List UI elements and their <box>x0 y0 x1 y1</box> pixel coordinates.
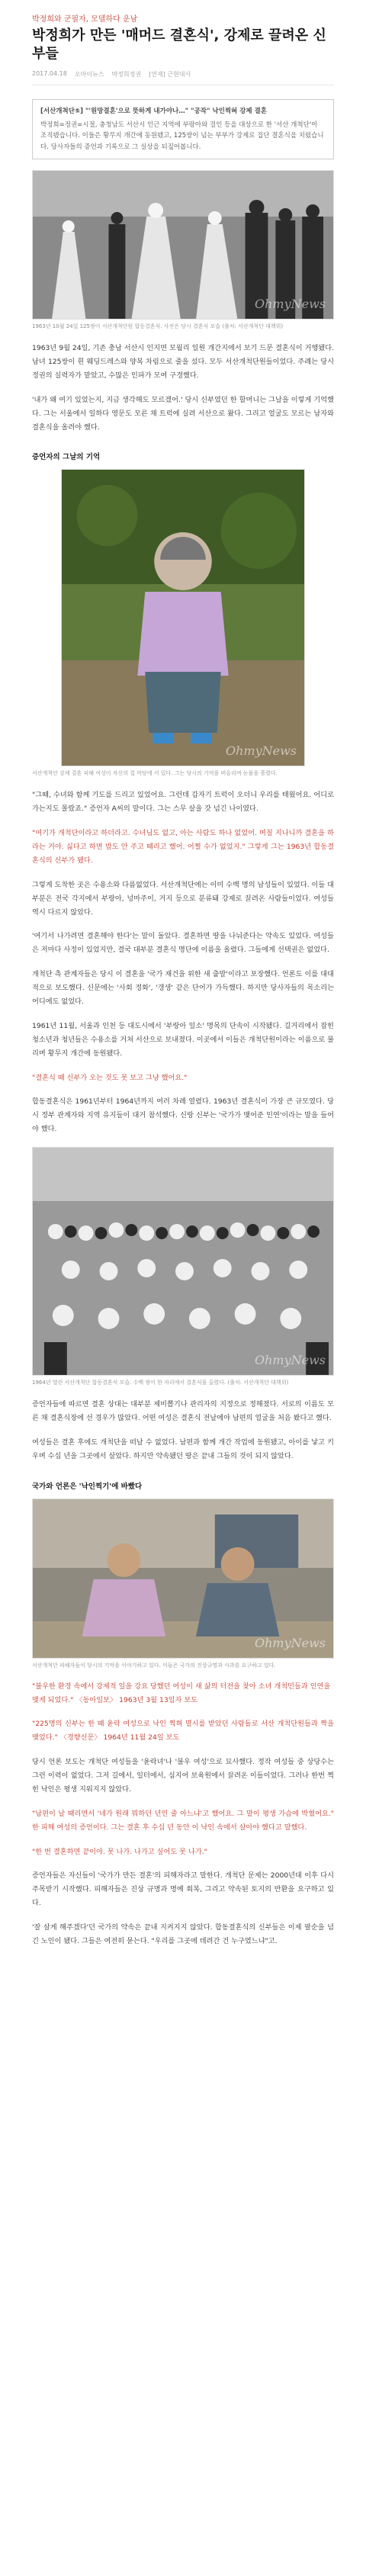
highlight-quote: "불우한 환경 속에서 강제적 일을 강요 당했던 여성이 새 삶의 터전을 찾아 소녀 개척민들과 인연을 맺게 되었다." 〈동아일보〉 1963년 3월 13일자 보도 <box>32 1682 331 1704</box>
body-paragraph: '여기서 나가려면 결혼해야 한다'는 말이 돌았다. 결혼하면 땅을 나눠준다는 약속도 있었다. 여성들은 저마다 사정이 있었지만, 결국 대부분 결혼식 명단에 이름을 올렸다. 그들에게 선택권은 없었다. <box>32 932 334 955</box>
photo-caption: 1964년 열린 서산개척단 합동결혼식 모습. 수백 쌍이 한 자리에서 결혼식을 올렸다. (출처: 서산개척단 대책위) <box>32 1380 289 1386</box>
section-subhead: 증언자의 그날의 기억 <box>32 453 101 462</box>
photo-caption: 서산개척단 강제 결혼 피해 여성이 자신의 집 마당에 서 있다. 그는 당시의 기억을 떠올리며 눈물을 흘렸다. <box>32 770 278 777</box>
body-paragraph: 합동결혼식은 1961년부터 1964년까지 여러 차례 열렸다. 1963년 결혼식이 가장 큰 규모였다. 당시 정부 관계자와 지역 유지들이 대거 참석했다. 신랑 신부는 '국가가 맺어준 인연'이라는 말을 들어야 했다. <box>32 1097 334 1134</box>
body-paragraph: "그때, 수녀와 함께 기도를 드리고 있었어요. 그런데 갑자기 트럭이 오더니 우리를 태웠어요. 어디로 가는지도 몰랐죠." 증언자 A씨의 말이다. 그는 스무 살을 갓 넘긴 나이였다. <box>32 790 334 813</box>
meta-tag[interactable]: 박정희정권 <box>111 70 142 78</box>
body-paragraph: 1961년 11월, 서울과 인천 등 대도시에서 '부랑아 일소' 명목의 단속이 시작됐다. 길거리에서 잡힌 청소년과 청년들은 수용소를 거쳐 서산으로 보내졌다. 이곳에서 이들은 개척단원이라는 이름으로 불리며 황무지 개간에 동원됐다. <box>32 1022 335 1058</box>
intro-text: 박정희=정권=시절, 충청남도 서산시 인근 지역에 부랑아와 걸인 등을 대상으로 한 '서산 개척단'이 조직됐습니다. 이들은 황무지 개간에 동원됐고, 125쌍이 넘는 부부가 강제로 집단 결혼식을 치렀습니다. 당사자들의 증언과 기록으로 그 실상을 되짚어봅니다. <box>40 121 324 151</box>
body-paragraph: 증언자들은 자신들이 '국가가 만든 결혼'의 피해자라고 말한다. 개척단 문제는 2000년대 이후 다시 주목받기 시작했다. 피해자들은 진상 규명과 명예 회복, 그리고 약속된 토지의 반환을 요구하고 있다. <box>32 1871 334 1907</box>
body-paragraph: 증언자들에 따르면 결혼 상대는 대부분 제비뽑기나 관리자의 지정으로 정해졌다. 서로의 이름도 모른 채 결혼식장에 선 경우가 많았다. 어떤 여성은 결혼식 전날에야 남편의 얼굴을 처음 봤다고 했다. <box>32 1399 334 1422</box>
body-paragraph: 여성들은 결혼 후에도 개척단을 떠날 수 없었다. 남편과 함께 개간 작업에 동원됐고, 아이를 낳고 키우며 수십 년을 그곳에서 살았다. 하지만 약속됐던 땅은 끝내 그들의 것이 되지 않았다. <box>32 1437 334 1460</box>
photo-caption: 서산개척단 피해자들이 당시의 기억을 이야기하고 있다. 이들은 국가의 진상규명과 사과를 요구하고 있다. <box>32 1662 276 1669</box>
photo-caption: 1963년 10월 24일 125쌍이 서산개척단원 합동결혼식. 사진은 당시 결혼식 모습 (출처: 서산개척단 대책위) <box>32 323 284 330</box>
highlight-quote: "결혼식 때 신부가 오는 것도 못 보고 그냥 했어요." <box>32 1073 188 1082</box>
summary-box <box>32 99 334 160</box>
watermark: OhmyNews <box>254 1635 326 1650</box>
body-paragraph: 개척단 측 관계자들은 당시 이 결혼을 '국가 재건을 위한 새 출발'이라고 포장했다. 언론도 이를 대대적으로 보도했다. 신문에는 '사회 정화', '갱생' 같은 단어가 가득했다. 하지만 당사자들의 목소리는 어디에도 없었다. <box>32 970 334 1007</box>
body-paragraph: 그렇게 도착한 곳은 수용소와 다름없었다. 서산개척단에는 이미 수백 명의 남성들이 있었다. 이들 대부분은 전국 각지에서 부랑아, 넝마주이, 거지 등으로 분류돼 강제로 끌려온 사람들이었다. 여성들 역시 다르지 않았다. <box>32 880 334 917</box>
watermark: OhmyNews <box>254 297 326 312</box>
watermark: OhmyNews <box>254 1353 326 1368</box>
body-paragraph: 1963년 9월 24일, 기존 충남 서산시 인지면 모월리 일원 개간지에서 보기 드문 결혼식이 거행됐다. 남녀 125쌍이 흰 웨딩드레스와 양복 차림으로 줄을 섰다. 모두 서산개척단원들이었다. 주례는 당시 정권의 실력자가 맡았고, 수많은 인파가 모여 구경했다. <box>32 343 334 380</box>
wedding-photo-2 <box>32 1147 334 1376</box>
watermark: OhmyNews <box>225 744 297 759</box>
publish-date: 2017.04.18 <box>32 69 67 77</box>
interview-photo-image <box>33 1499 333 1659</box>
headline: 박정희가 만든 '매머드 결혼식', 강제로 끌려온 신부들 <box>32 27 326 63</box>
section-label[interactable]: 박정희와 군필자, 모델하다 운남 <box>32 15 138 24</box>
woman-photo <box>61 469 305 766</box>
quote-paragraph: "여기가 개척단이라고 하더라고. 수녀님도 없고, 아는 사람도 하나 없었어. 며칠 지나니까 결혼을 하라는 거야. 싫다고 하면 밥도 안 주고 때리고 했어. 어쩔 수가 없었지." 그렇게 그는 1963년 합동결혼식의 신부가 됐다. <box>32 828 334 865</box>
body-paragraph: 당시 언론 보도는 개척단 여성들을 '윤락녀'나 '불우 여성'으로 묘사했다. 정작 여성들 중 상당수는 그런 이력이 없었다. 그저 길에서, 일터에서, 심지어 보육원에서 끌려온 이들이었다. 그러나 한번 찍힌 낙인은 평생 지워지지 않았다. <box>32 1757 334 1794</box>
wedding-photo-1 <box>32 170 334 320</box>
subtitle-line: [서산개척단⑤] "'원망결혼'으로 뜻하게 내가야나…" "공작" 낙인찍혀 강제 결혼 <box>40 107 268 115</box>
wedding-photo-2-image <box>33 1148 333 1376</box>
section-subhead: 국가와 언론은 '낙인찍기'에 바빴다 <box>32 1482 143 1491</box>
meta-tag[interactable]: [연재] 근현대사 <box>149 70 191 78</box>
article-meta <box>32 64 334 85</box>
quote-paragraph: "남편이 날 때리면서 '네가 원래 뭐하던 년인 줄 아느냐'고 했어요. 그 말이 평생 가슴에 박혔어요." 한 피해 여성의 증언이다. 그는 결혼 후 수십 년 동안 이 낙인 속에서 살아야 했다고 말했다. <box>32 1809 334 1832</box>
meta-tag[interactable]: 오마이뉴스 <box>74 70 104 78</box>
body-paragraph: '잘 살게 해주겠다'던 국가의 약속은 끝내 지켜지지 않았다. 합동결혼식의 신부들은 이제 팔순을 넘긴 노인이 됐다. 그들은 여전히 묻는다. "우리를 그곳에 데려간 건 누구였느냐"고. <box>32 1922 334 1945</box>
interview-photo <box>32 1498 334 1659</box>
quote-paragraph: "225명의 신부는 한 때 윤락 여성으로 낙인 찍혀 멸시를 받았던 사람들로 서산 개척단원들과 짝을 맺었다." 〈경향신문〉 1964년 11월 24일 보도 <box>32 1719 334 1742</box>
body-paragraph: '내가 왜 여기 있었는지, 지금 생각해도 모르겠어.' 당시 신부였던 한 할머니는 그날을 이렇게 기억했다. 그는 서울에서 일하다 영문도 모른 채 트럭에 실려 서산으로 왔다. 그리고 얼굴도 모르는 남자와 결혼식을 올려야 했다. <box>32 395 334 432</box>
highlight-quote: "한 번 결혼하면 끝이야. 못 나가. 나가고 싶어도 못 나가." <box>32 1847 207 1856</box>
woman-photo-image <box>62 470 304 766</box>
